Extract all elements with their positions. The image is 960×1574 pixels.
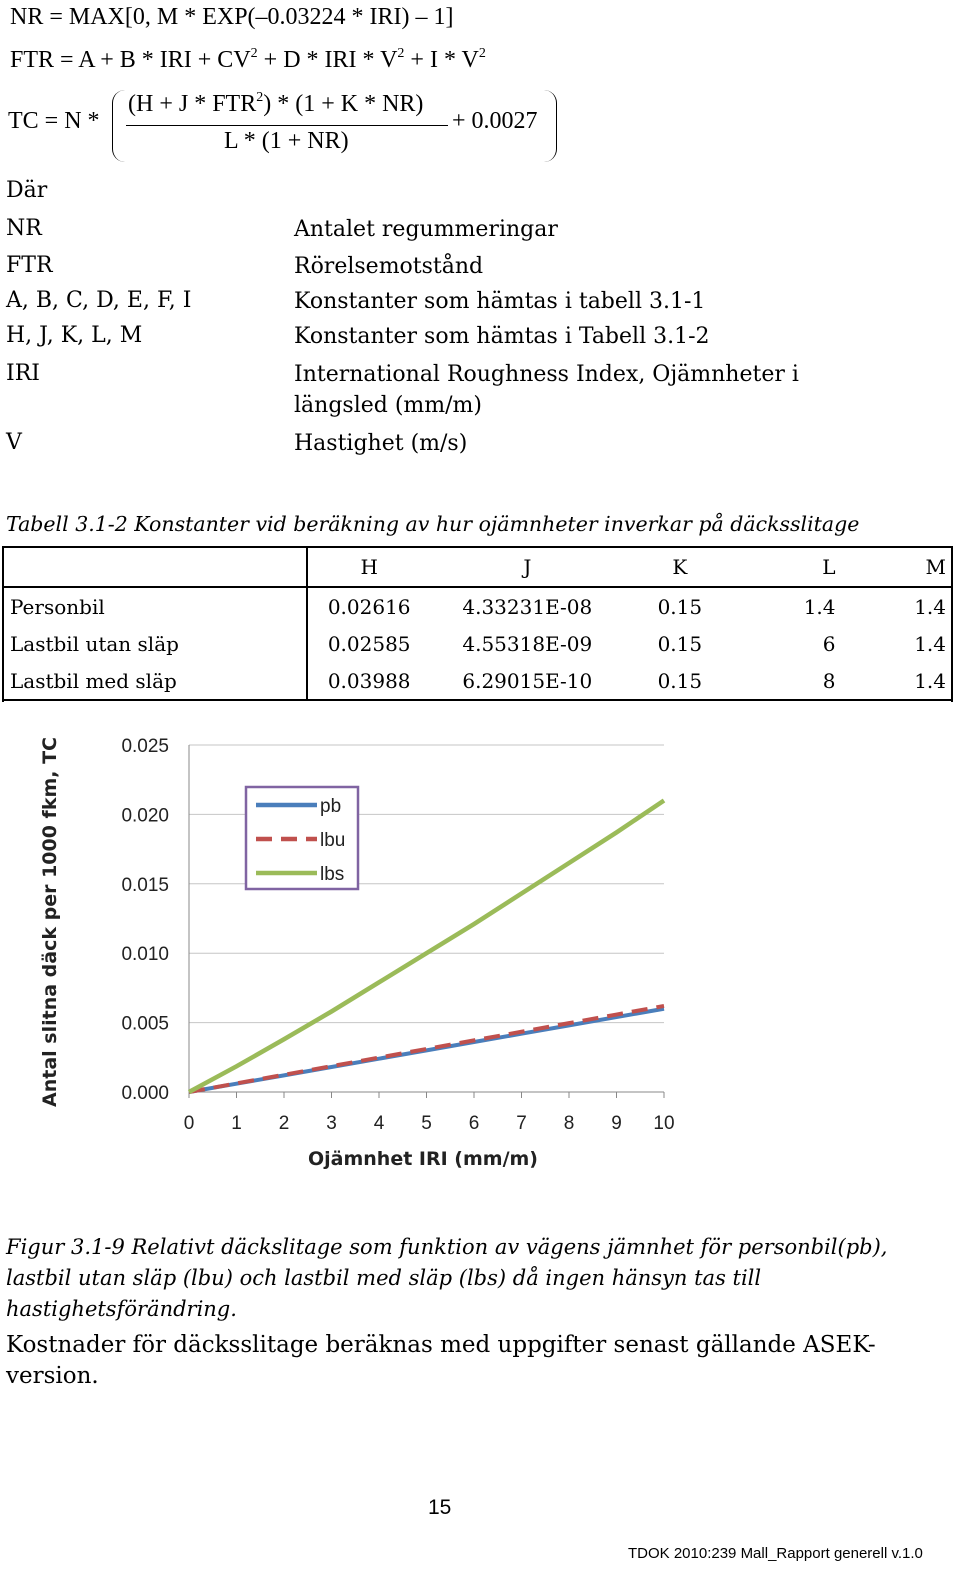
x-tick-label: 10 <box>653 1113 675 1134</box>
x-tick-label: 1 <box>231 1113 242 1134</box>
page-number: 15 <box>428 1496 452 1519</box>
table-cell: 0.15 <box>657 594 703 619</box>
definition-term: A, B, C, D, E, F, I <box>6 288 192 313</box>
formula-ftr-part-a: FTR = A + B * IRI + CV <box>10 47 251 73</box>
table-row <box>4 587 952 625</box>
y-tick-label: 0.015 <box>121 874 169 896</box>
legend-label-lbs: lbs <box>320 864 345 885</box>
header-cell <box>4 547 307 587</box>
y-tick-label: 0.005 <box>121 1013 169 1035</box>
table-row <box>4 662 952 700</box>
table-cell: 4.33231E-08 <box>462 594 593 619</box>
figure-caption: Figur 3.1-9 Relativt däckslitage som funktion av vägens jämnhet för personbil(pb), lastbil utan släp (lbu) och lastbil med släp (lbs) då ingen hänsyn tas till hastighetsförändring. <box>6 1235 888 1321</box>
legend-label-pb: pb <box>320 796 342 817</box>
left-parenthesis <box>112 90 125 162</box>
right-parenthesis <box>544 90 557 162</box>
table-caption: Tabell 3.1-2 Konstanter vid beräkning av hur ojämnheter inverkar på däcksslitage <box>6 512 860 536</box>
table-cell: 1.4 <box>914 631 946 656</box>
table-cell: 0.02585 <box>307 625 431 662</box>
header-cell: K <box>624 547 736 587</box>
definition-term: NR <box>6 216 42 241</box>
fraction-line <box>126 125 448 126</box>
definition-desc: Rörelsemotstånd <box>294 254 484 279</box>
y-tick-label: 0.020 <box>121 805 169 827</box>
header-cell: M <box>836 547 952 587</box>
y-tick-label: 0.025 <box>121 736 169 757</box>
table-cell: Personbil <box>10 594 105 619</box>
table-cell: Lastbil med släp <box>10 668 177 693</box>
x-axis-ticks <box>184 1113 675 1134</box>
table-cell: 0.15 <box>657 668 703 693</box>
tire-wear-chart <box>30 726 690 1186</box>
numerator-part-a: (H + J * FTR <box>128 91 257 117</box>
definition-desc: Konstanter som hämtas i Tabell 3.1-2 <box>294 324 710 349</box>
numerator-part-b: ) * (1 + K * NR) <box>263 91 424 117</box>
header-cell: L <box>736 547 836 587</box>
chart-legend <box>246 787 358 889</box>
table-cell: 0.15 <box>657 631 703 656</box>
definition-desc: Antalet regummeringar <box>294 217 558 242</box>
y-tick-label: 0.010 <box>121 944 169 966</box>
table-border-right <box>951 546 953 702</box>
definition-desc: Konstanter som hämtas i tabell 3.1-1 <box>294 289 706 314</box>
exponent: 2 <box>250 46 258 61</box>
x-tick-label: 6 <box>468 1113 480 1134</box>
definition-term: V <box>6 430 22 455</box>
table-cell: 6 <box>822 631 836 656</box>
x-axis-title: Ojämnhet IRI (mm/m) <box>307 1148 539 1170</box>
y-tick-label: 0.000 <box>121 1083 169 1104</box>
footer-text: TDOK 2010:239 Mall_Rapport generell v.1.0 <box>628 1545 923 1562</box>
exponent: 2 <box>397 46 405 61</box>
table-cell: Lastbil utan släp <box>10 631 179 656</box>
y-axis-title: Antal slitna däck per 1000 fkm, TC <box>39 737 61 1107</box>
table-cell: 8 <box>822 668 836 693</box>
table-cell: 0.02616 <box>307 587 431 625</box>
x-tick-label: 5 <box>421 1113 432 1134</box>
x-tick-label: 2 <box>278 1113 290 1134</box>
formula-ftr-part-b: + D * IRI * V <box>257 47 398 73</box>
exponent: 2 <box>256 90 264 105</box>
definition-term: H, J, K, L, M <box>6 323 143 348</box>
definition-term: FTR <box>6 253 53 278</box>
x-tick-label: 4 <box>373 1113 385 1134</box>
table-row <box>4 625 952 662</box>
table-cell: 6.29015E-10 <box>462 668 593 693</box>
formula-ftr-part-c: + I * V <box>404 47 479 73</box>
x-tick-label: 8 <box>563 1113 575 1134</box>
y-axis-ticks <box>121 736 169 1104</box>
x-tick-label: 3 <box>326 1113 337 1134</box>
constants-table <box>4 546 952 701</box>
table-header-row <box>4 547 952 587</box>
header-cell: J <box>431 547 624 587</box>
definition-term: IRI <box>6 361 40 386</box>
formula-tc-constant: + 0.0027 <box>452 108 538 134</box>
body-paragraph: Kostnader för däcksslitage beräknas med uppgifter senast gällande ASEK-version. <box>6 1332 876 1389</box>
table-cell: 1.4 <box>914 668 946 693</box>
formula-ftr <box>10 46 486 74</box>
exponent: 2 <box>478 46 486 61</box>
definition-desc: Hastighet (m/s) <box>294 431 468 456</box>
where-label: Där <box>6 178 48 203</box>
legend-label-lbu: lbu <box>320 830 346 851</box>
table-cell: 4.55318E-09 <box>462 631 593 656</box>
formula-tc-denominator: L * (1 + NR) <box>224 128 349 154</box>
formula-tc-numerator <box>128 90 423 118</box>
x-tick-label: 7 <box>516 1113 527 1134</box>
x-tick-label: 0 <box>183 1113 195 1134</box>
formula-tc-lhs: TC = N * <box>8 108 100 134</box>
x-tick-label: 9 <box>611 1113 622 1134</box>
table-cell: 1.4 <box>803 594 836 619</box>
definition-desc: International Roughness Index, Ojämnheter i längsled (mm/m) <box>294 362 799 418</box>
formula-nr: NR = MAX[0, M * EXP(–0.03224 * IRI) – 1] <box>10 4 454 30</box>
table-cell: 1.4 <box>914 594 946 619</box>
header-cell: H <box>307 547 431 587</box>
table-cell: 0.03988 <box>307 662 431 700</box>
